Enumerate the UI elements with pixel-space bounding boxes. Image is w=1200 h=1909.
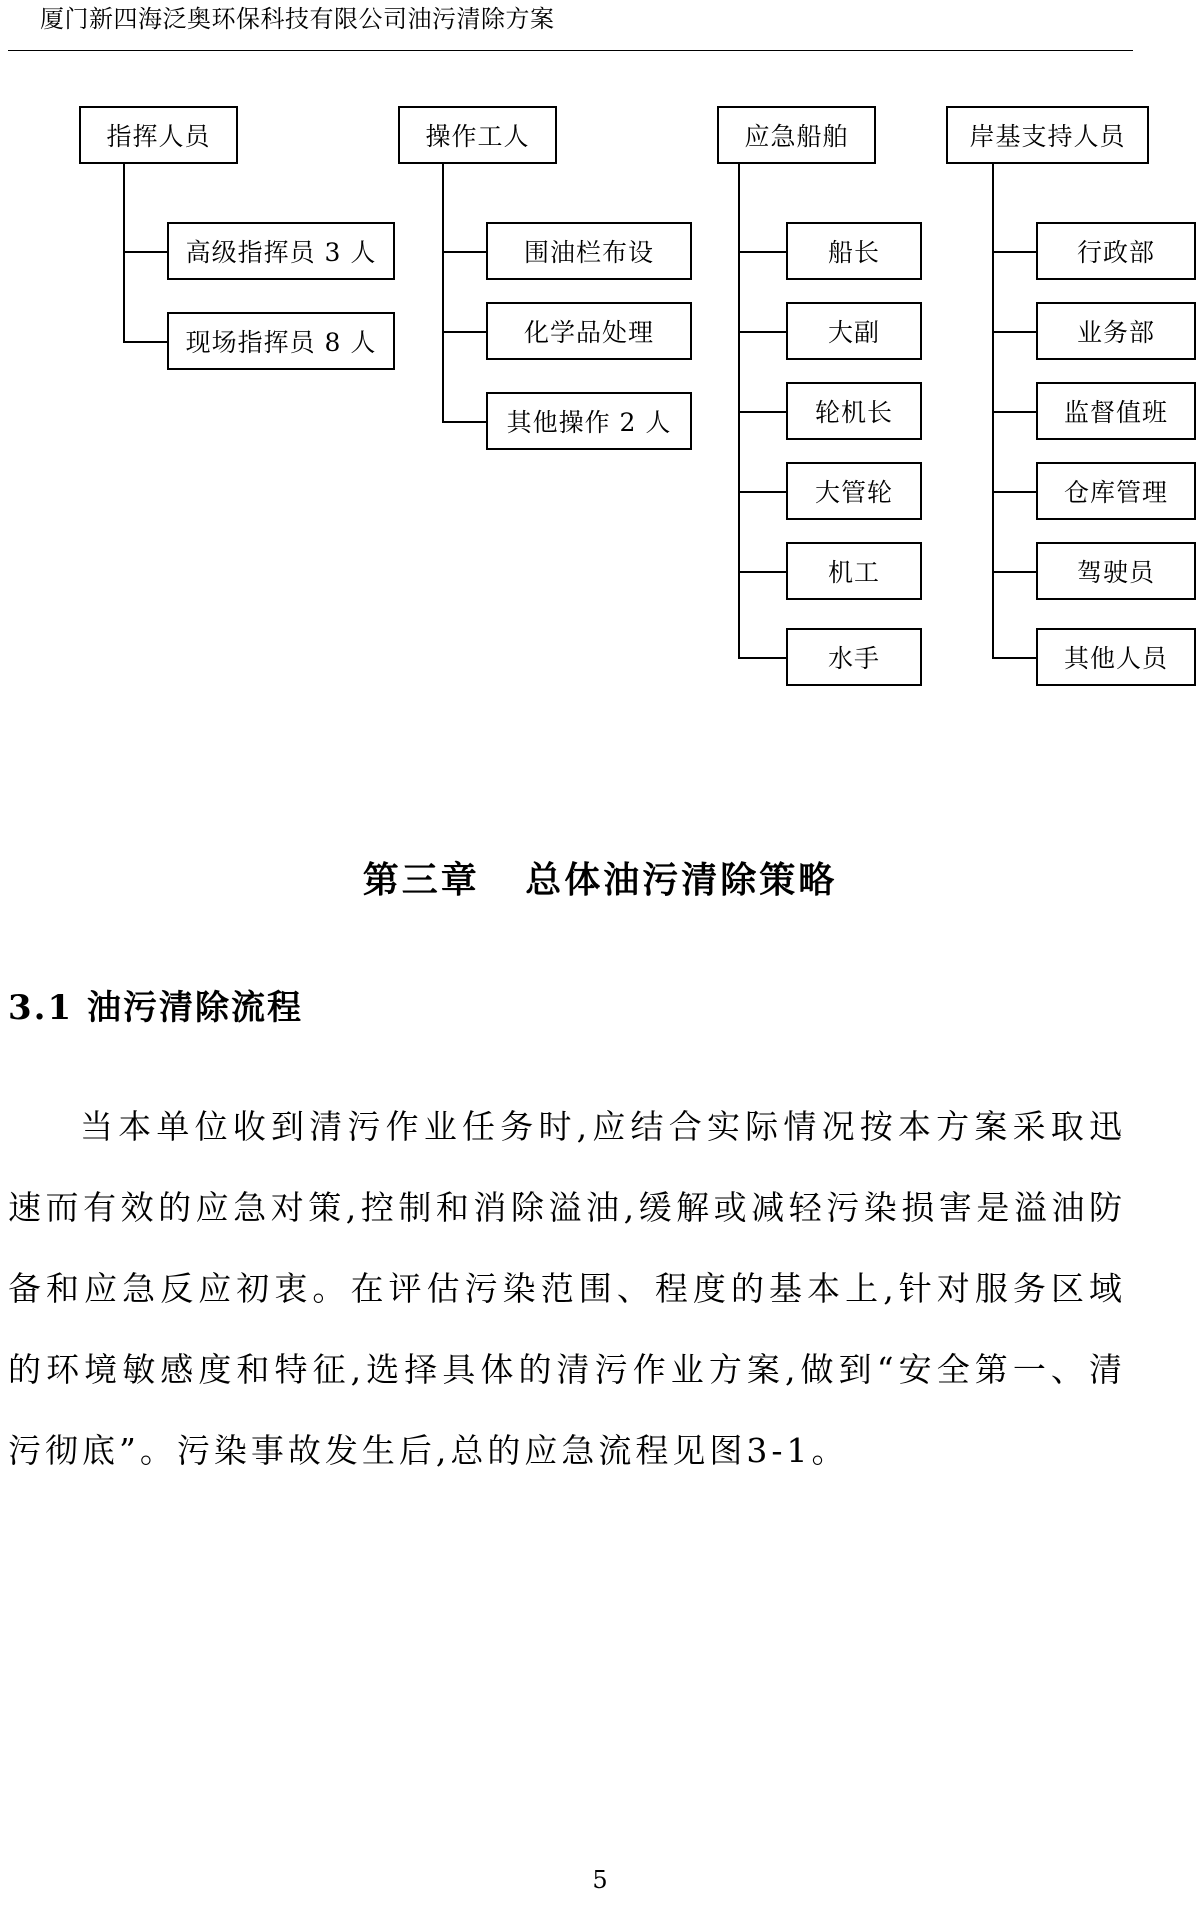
org-connector [123,164,125,342]
org-item: 现场指挥员 8 人 [167,312,395,370]
org-item: 机工 [786,542,922,600]
org-group-title-command: 指挥人员 [79,106,238,164]
org-item: 驾驶员 [1036,542,1196,600]
org-item: 业务部 [1036,302,1196,360]
body-paragraph: 当本单位收到清污作业任务时,应结合实际情况按本方案采取迅速而有效的应急对策,控制和消除溢油,缓解或减轻污染损害是溢油防备和应急反应初衷。在评估污染范围、程度的基本上,针对服务区域的环境敏感度和特征,选择具体的清污作业方案,做到“安全第一、清污彻底”。污染事故发生后,总的应急流程见图3-1。 [8,1107,1126,1470]
org-item: 大副 [786,302,922,360]
org-connector [738,657,786,659]
chapter-title: 第三章 总体油污清除策略 [362,859,838,901]
page-number: 5 [592,1866,608,1894]
org-connector [442,331,486,333]
org-item: 水手 [786,628,922,686]
org-connector [992,657,1036,659]
org-connector [123,341,167,343]
org-connector [992,411,1036,413]
section-title: 3.1 油污清除流程 [8,988,303,1028]
org-connector [738,571,786,573]
org-connector [123,251,167,253]
org-group-title-operators: 操作工人 [398,106,557,164]
org-item: 船长 [786,222,922,280]
org-connector [738,251,786,253]
org-item: 其他操作 2 人 [486,392,692,450]
org-item: 化学品处理 [486,302,692,360]
org-item: 围油栏布设 [486,222,692,280]
org-connector [992,251,1036,253]
org-connector [992,571,1036,573]
org-group-title-vessels: 应急船舶 [717,106,876,164]
org-item: 仓库管理 [1036,462,1196,520]
org-item: 高级指挥员 3 人 [167,222,395,280]
org-item: 行政部 [1036,222,1196,280]
org-item: 轮机长 [786,382,922,440]
org-connector [442,421,486,423]
org-connector [442,251,486,253]
org-item: 其他人员 [1036,628,1196,686]
org-item: 大管轮 [786,462,922,520]
org-item: 监督值班 [1036,382,1196,440]
org-connector [738,331,786,333]
org-group-title-shore-support: 岸基支持人员 [946,106,1149,164]
org-connector [992,331,1036,333]
org-connector [738,411,786,413]
document-header-title: 厦门新四海泛奥环保科技有限公司油污清除方案 [40,5,555,33]
org-connector [442,164,444,422]
org-chart [0,0,1200,700]
org-connector [992,491,1036,493]
org-connector [738,491,786,493]
